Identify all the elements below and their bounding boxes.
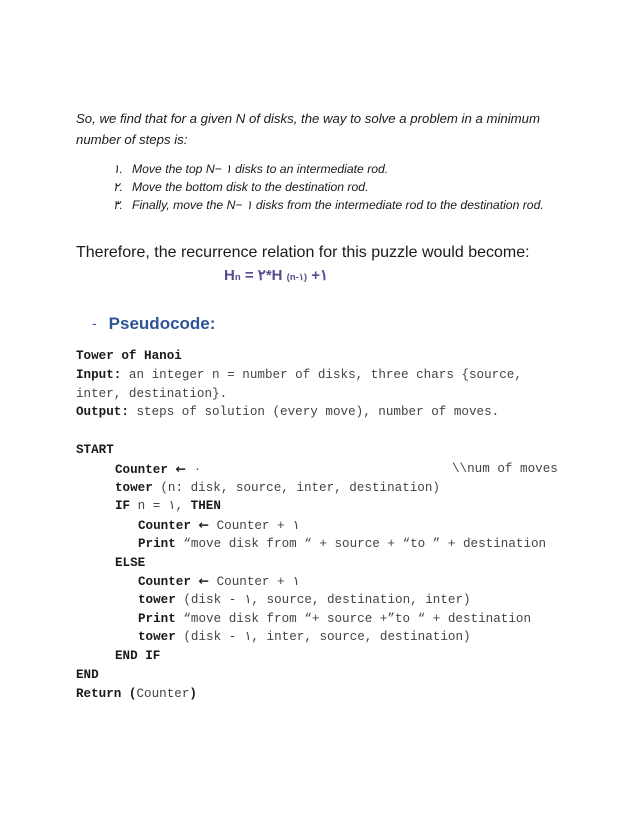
list-item-text: Move the bottom disk to the destination rod. — [132, 180, 369, 194]
formula-lhs-sub: n — [234, 272, 241, 283]
code-counter-inc-2: Counter ← Counter + ١ — [138, 573, 300, 589]
list-item-text: Finally, move the N− ١ disks from the intermediate rod to the destination rod. — [132, 198, 544, 212]
code-title: Tower of Hanoi — [76, 349, 182, 363]
code-input-line-2: inter, destination}. — [76, 387, 228, 401]
formula-rhs-sub: (n-١) — [286, 272, 308, 283]
list-number: ٢. — [113, 180, 123, 194]
left-arrow-icon: ← — [198, 517, 210, 532]
list-item-text: Move the top N− ١ disks to an intermediate rod. — [132, 162, 389, 176]
left-arrow-icon: ← — [198, 573, 210, 588]
code-start: START — [76, 443, 114, 457]
intro-paragraph: So, we find that for a given N of disks, the way to solve a problem in a minimum number of steps is: — [76, 111, 540, 147]
recurrence-sentence: Therefore, the recurrence relation for this puzzle would become: — [76, 244, 530, 261]
code-else: ELSE — [115, 556, 146, 570]
code-tower-call-2: tower (disk - ١, inter, source, destination) — [138, 630, 471, 644]
code-end: END — [76, 668, 99, 682]
code-if-line: IF n = ١, THEN — [115, 499, 221, 513]
code-comment: \\num of moves — [452, 462, 558, 476]
formula-lhs: H — [224, 267, 235, 284]
formula-tail: +١ — [307, 267, 329, 284]
code-endif: END IF — [115, 649, 161, 663]
bullet-dash: - — [92, 315, 97, 331]
formula-mid: = ٢*H — [240, 267, 287, 284]
code-print-line: Print “move disk from “ + source + “to ” + destination — [138, 537, 547, 551]
code-counter-inc: Counter ← Counter + ١ — [138, 517, 300, 533]
code-return: Return (Counter) — [76, 687, 197, 701]
code-counter-init: Counter ← ٠ — [115, 461, 202, 477]
code-input-line: Input: an integer n = number of disks, three chars {source, — [76, 368, 522, 382]
code-output-line: Output: steps of solution (every move), number of moves. — [76, 405, 500, 419]
list-number: ١. — [113, 162, 123, 176]
left-arrow-icon: ← — [175, 461, 187, 476]
list-number: ٣. — [113, 198, 123, 212]
section-title: Pseudocode: — [108, 314, 216, 333]
code-print-line-2: Print “move disk from “+ source +”to “ + destination — [138, 612, 531, 626]
code-tower-call-1: tower (disk - ١, source, destination, inter) — [138, 593, 471, 607]
code-tower-signature: tower (n: disk, source, inter, destination) — [115, 481, 440, 495]
